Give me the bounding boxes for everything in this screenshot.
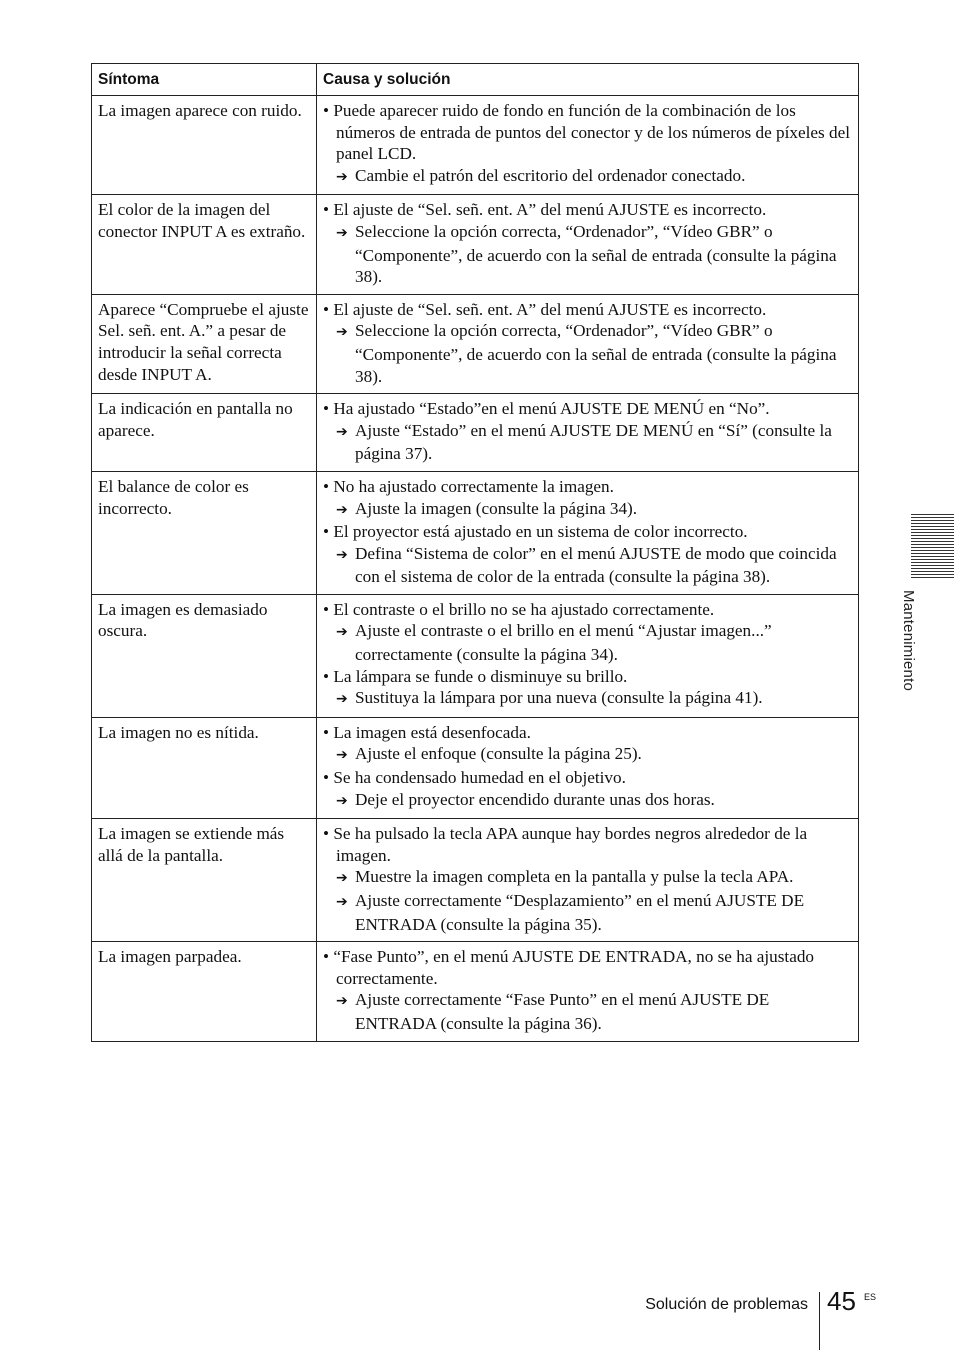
table-header-row bbox=[92, 64, 859, 96]
bullet-marker: • bbox=[323, 599, 330, 619]
solution-item bbox=[323, 543, 852, 588]
table-row bbox=[92, 819, 859, 942]
solution-text: Defina “Sistema de color” en el menú AJUSTE de modo que coincida con el sistema de color de la entrada (consulte la página 38). bbox=[355, 543, 837, 587]
troubleshooting-table bbox=[91, 63, 859, 1042]
table-row bbox=[92, 594, 859, 717]
cause-text: La imagen está desenfocada. bbox=[333, 722, 531, 742]
solution-text: Sustituya la lámpara por una nueva (consulte la página 41). bbox=[355, 688, 763, 708]
bullet-marker: • bbox=[323, 522, 330, 542]
solution-text: Ajuste el enfoque (consulte la página 25). bbox=[355, 744, 642, 764]
right-arrow-icon: ➔ bbox=[336, 624, 348, 641]
table-body bbox=[92, 96, 859, 1042]
symptom-cell: Aparece “Compruebe el ajuste Sel. señ. ent. A.” a pesar de introducir la señal correcta desde INPUT A. bbox=[92, 294, 317, 393]
cause-solution-cell bbox=[317, 594, 859, 717]
header-cause-solution: Causa y solución bbox=[317, 64, 859, 96]
cause-item bbox=[323, 398, 852, 420]
solution-item bbox=[323, 498, 852, 522]
symptom-cell: La imagen es demasiado oscura. bbox=[92, 594, 317, 717]
solution-text: Seleccione la opción correcta, “Ordenador”, “Vídeo GBR” o “Componente”, de acuerdo con la señal de entrada (consulte la página 38). bbox=[355, 321, 837, 386]
table-row bbox=[92, 942, 859, 1041]
language-code: ES bbox=[864, 1292, 877, 1302]
solution-text: Deje el proyector encendido durante unas dos horas. bbox=[355, 789, 715, 809]
bullet-marker: • bbox=[323, 299, 330, 319]
cause-item bbox=[323, 199, 852, 221]
cause-item bbox=[323, 946, 852, 989]
bullet-marker: • bbox=[323, 824, 330, 844]
right-arrow-icon: ➔ bbox=[336, 546, 348, 563]
solution-text: Muestre la imagen completa en la pantalla y pulse la tecla APA. bbox=[355, 867, 794, 887]
bullet-marker: • bbox=[323, 476, 330, 496]
symptom-cell: La imagen se extiende más allá de la pantalla. bbox=[92, 819, 317, 942]
cause-item bbox=[323, 666, 852, 688]
table-row bbox=[92, 471, 859, 594]
cause-item bbox=[323, 823, 852, 866]
right-arrow-icon: ➔ bbox=[336, 224, 348, 241]
solution-item bbox=[323, 221, 852, 288]
cause-text: Se ha pulsado la tecla APA aunque hay bordes negros alrededor de la imagen. bbox=[333, 824, 808, 865]
right-arrow-icon: ➔ bbox=[336, 747, 348, 764]
right-arrow-icon: ➔ bbox=[336, 894, 348, 910]
right-arrow-icon: ➔ bbox=[336, 168, 348, 185]
cause-item bbox=[323, 299, 852, 321]
footer-divider bbox=[819, 1292, 820, 1350]
right-arrow-icon: ➔ bbox=[336, 993, 348, 1010]
symptom-cell: La imagen no es nítida. bbox=[92, 717, 317, 818]
solution-text: Seleccione la opción correcta, “Ordenador”, “Vídeo GBR” o “Componente”, de acuerdo con la señal de entrada (consulte la página 38). bbox=[355, 221, 837, 287]
solution-item bbox=[323, 687, 852, 711]
header-symptom: Síntoma bbox=[92, 64, 317, 96]
cause-text: El ajuste de “Sel. señ. ent. A” del menú AJUSTE es incorrecto. bbox=[333, 200, 767, 220]
solution-item bbox=[323, 165, 852, 189]
cause-text: Se ha condensado humedad en el objetivo. bbox=[333, 768, 626, 788]
solution-text: Ajuste correctamente “Fase Punto” en el menú AJUSTE DE ENTRADA (consulte la página 36). bbox=[355, 990, 770, 1033]
solution-item bbox=[323, 620, 852, 665]
cause-text: Puede aparecer ruido de fondo en función de la combinación de los números de entrada de puntos del conector y de los números de píxeles del panel LCD. bbox=[333, 101, 851, 164]
cause-text: Ha ajustado “Estado”en el menú AJUSTE DE MENÚ en “No”. bbox=[333, 399, 770, 419]
cause-solution-cell bbox=[317, 195, 859, 294]
page-number: 45 bbox=[827, 1286, 856, 1316]
right-arrow-icon: ➔ bbox=[336, 324, 348, 341]
solution-item bbox=[323, 420, 852, 465]
right-arrow-icon: ➔ bbox=[336, 691, 348, 708]
cause-text: El ajuste de “Sel. señ. ent. A” del menú AJUSTE es incorrecto. bbox=[333, 299, 767, 319]
bullet-marker: • bbox=[323, 101, 330, 120]
cause-item bbox=[323, 722, 852, 744]
cause-solution-cell bbox=[317, 394, 859, 472]
solution-item bbox=[323, 989, 852, 1034]
cause-text: No ha ajustado correctamente la imagen. bbox=[333, 476, 614, 496]
solution-item bbox=[323, 320, 852, 387]
bullet-marker: • bbox=[323, 666, 330, 686]
right-arrow-icon: ➔ bbox=[336, 870, 348, 887]
cause-item bbox=[323, 767, 852, 789]
bullet-marker: • bbox=[323, 722, 330, 742]
symptom-cell: La imagen parpadea. bbox=[92, 942, 317, 1041]
right-arrow-icon: ➔ bbox=[336, 423, 348, 440]
solution-item bbox=[323, 890, 852, 935]
table-row bbox=[92, 195, 859, 294]
side-tab-lines bbox=[911, 514, 954, 578]
cause-solution-cell bbox=[317, 942, 859, 1041]
cause-text: El contraste o el brillo no se ha ajustado correctamente. bbox=[333, 599, 715, 619]
cause-solution-cell bbox=[317, 471, 859, 594]
solution-item bbox=[323, 789, 852, 813]
symptom-cell: La indicación en pantalla no aparece. bbox=[92, 394, 317, 472]
solution-text: Ajuste la imagen (consulte la página 34). bbox=[355, 498, 638, 518]
cause-solution-cell bbox=[317, 96, 859, 195]
cause-solution-cell bbox=[317, 819, 859, 942]
solution-text: Ajuste el contraste o el brillo en el menú “Ajustar imagen...” correctamente (consulte la página 34). bbox=[355, 621, 772, 665]
side-tab-label: Mantenimiento bbox=[900, 590, 917, 691]
symptom-cell: El balance de color es incorrecto. bbox=[92, 471, 317, 594]
bullet-marker: • bbox=[323, 200, 330, 220]
cause-text: La lámpara se funde o disminuye su brillo. bbox=[333, 666, 628, 686]
table-row bbox=[92, 294, 859, 393]
table-row bbox=[92, 717, 859, 818]
symptom-cell: El color de la imagen del conector INPUT A es extraño. bbox=[92, 195, 317, 294]
cause-solution-cell bbox=[317, 717, 859, 818]
bullet-marker: • bbox=[323, 947, 330, 967]
cause-solution-cell bbox=[317, 294, 859, 393]
right-arrow-icon: ➔ bbox=[336, 501, 348, 518]
solution-text: Ajuste “Estado” en el menú AJUSTE DE MENÚ en “Sí” (consulte la página 37). bbox=[355, 420, 832, 464]
cause-item bbox=[323, 521, 852, 543]
solution-text: Ajuste correctamente “Desplazamiento” en el menú AJUSTE DE ENTRADA (consulte la página 35). bbox=[355, 891, 805, 934]
cause-item bbox=[323, 599, 852, 621]
cause-text: “Fase Punto”, en el menú AJUSTE DE ENTRADA, no se ha ajustado correctamente. bbox=[333, 947, 815, 988]
cause-item bbox=[323, 100, 852, 165]
cause-text: El proyector está ajustado en un sistema de color incorrecto. bbox=[333, 522, 748, 542]
cause-item bbox=[323, 476, 852, 498]
solution-item bbox=[323, 743, 852, 767]
bullet-marker: • bbox=[323, 399, 330, 419]
footer-section-title: Solución de problemas bbox=[645, 1296, 808, 1313]
table-row bbox=[92, 394, 859, 472]
solution-text: Cambie el patrón del escritorio del ordenador conectado. bbox=[355, 165, 746, 185]
right-arrow-icon: ➔ bbox=[336, 792, 348, 809]
symptom-cell: La imagen aparece con ruido. bbox=[92, 96, 317, 195]
solution-item bbox=[323, 866, 852, 890]
bullet-marker: • bbox=[323, 768, 330, 788]
table-row bbox=[92, 96, 859, 195]
